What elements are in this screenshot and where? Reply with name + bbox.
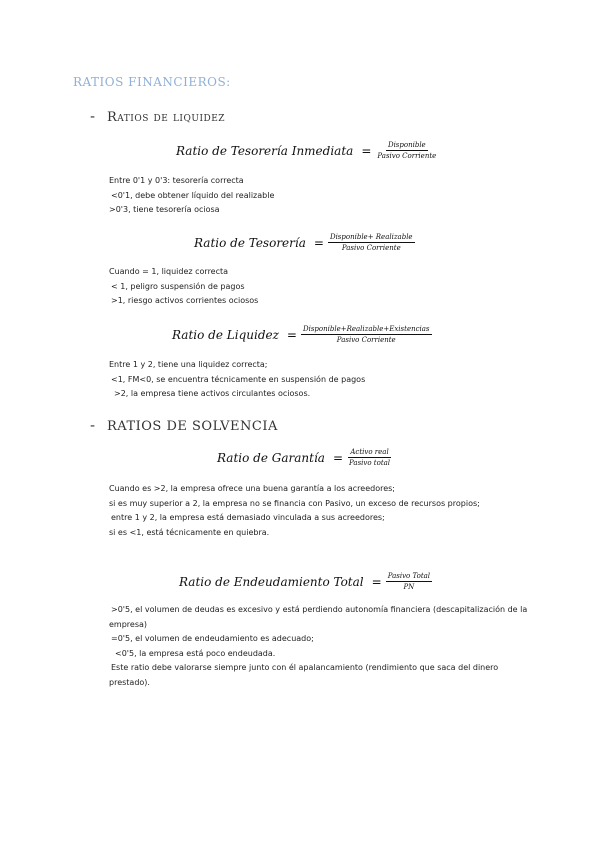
equals-sign: = xyxy=(332,450,343,465)
formula-name: Ratio de Tesorería xyxy=(194,235,306,250)
denominator: PN xyxy=(403,583,415,591)
text-line: si es <1, está técnicamente en quiebra. xyxy=(109,527,270,537)
formula-liquidez xyxy=(172,325,432,344)
text-line: >0'5, el volumen de deudas es excesivo y está perdiendo autonomía financiera (descapitalización de la xyxy=(111,605,528,614)
formula-name: Ratio de Garantía xyxy=(217,450,325,465)
denominator: Pasivo Corriente xyxy=(377,152,437,160)
text-block-endeudamiento xyxy=(109,603,527,691)
text-line: <0'5, la empresa está poco endeudada. xyxy=(115,648,276,658)
formula-garantia xyxy=(217,448,392,467)
text-line: >1, riesgo activos corrientes ociosos xyxy=(111,296,259,306)
section-dash-liquidez: - xyxy=(90,109,96,125)
text-line: Entre 1 y 2, tiene una liquidez correcta; xyxy=(109,360,268,369)
formula-name: Ratio de Tesorería Inmediata xyxy=(176,143,354,158)
formula-tesoreria xyxy=(194,233,415,252)
numerator: Pasivo Total xyxy=(387,572,431,580)
text-line: <1, FM<0, se encuentra técnicamente en suspensión de pagos xyxy=(111,374,366,384)
formula-endeudamiento-total xyxy=(179,572,432,591)
numerator: Disponible+ Realizable xyxy=(329,233,413,241)
text-block-tesoreria-inmediata xyxy=(109,174,274,218)
text-line: < 1, peligro suspensión de pagos xyxy=(111,281,245,291)
text-line: >2, la empresa tiene activos circulantes ociosos. xyxy=(114,389,311,399)
formula-name: Ratio de Liquidez xyxy=(172,327,279,342)
text-line: empresa) xyxy=(109,619,148,629)
fraction xyxy=(328,233,415,252)
section-heading-solvencia: RATIOS DE SOLVENCIA xyxy=(107,419,278,434)
formula-tesoreria-inmediata xyxy=(176,141,438,160)
text-block-garantia xyxy=(109,482,480,540)
page-title: RATIOS FINANCIEROS: xyxy=(73,75,231,89)
equals-sign: = xyxy=(371,574,382,589)
denominator: Pasivo Corriente xyxy=(341,244,401,252)
text-line: Cuando es >2, la empresa ofrece una buena garantía a los acreedores; xyxy=(109,484,395,493)
numerator: Disponible+Realizable+Existencias xyxy=(302,325,430,333)
text-line: Entre 0'1 y 0'3: tesorería correcta xyxy=(109,176,244,185)
text-block-liquidez xyxy=(109,358,365,402)
numerator: Disponible xyxy=(387,141,426,149)
text-line: Cuando = 1, liquidez correcta xyxy=(109,267,229,276)
equals-sign: = xyxy=(313,235,324,250)
text-line: =0'5, el volumen de endeudamiento es adecuado; xyxy=(111,634,314,644)
numerator: Activo real xyxy=(350,448,389,456)
text-line: >0'3, tiene tesorería ociosa xyxy=(109,205,220,215)
text-line: si es muy superior a 2, la empresa no se financia con Pasivo, un exceso de recursos propios; xyxy=(109,498,480,508)
denominator: Pasivo total xyxy=(349,459,391,467)
formula-name: Ratio de Endeudamiento Total xyxy=(179,574,364,589)
text-line: <0'1, debe obtener líquido del realizable xyxy=(111,190,275,200)
section-heading-liquidez: Ratios de liquidez xyxy=(107,110,226,125)
fraction xyxy=(375,141,438,160)
text-line: entre 1 y 2, la empresa está demasiado vinculada a sus acreedores; xyxy=(111,513,385,523)
equals-sign: = xyxy=(361,143,372,158)
fraction xyxy=(347,448,392,467)
text-line: Este ratio debe valorarse siempre junto con él apalancamiento (rendimiento que saca del dinero xyxy=(111,663,499,673)
section-dash-solvencia: - xyxy=(90,418,96,434)
fraction xyxy=(386,572,432,591)
equals-sign: = xyxy=(286,327,297,342)
text-block-tesoreria xyxy=(109,265,258,309)
denominator: Pasivo Corriente xyxy=(336,336,396,344)
fraction xyxy=(301,325,432,344)
text-line: prestado). xyxy=(109,677,150,687)
